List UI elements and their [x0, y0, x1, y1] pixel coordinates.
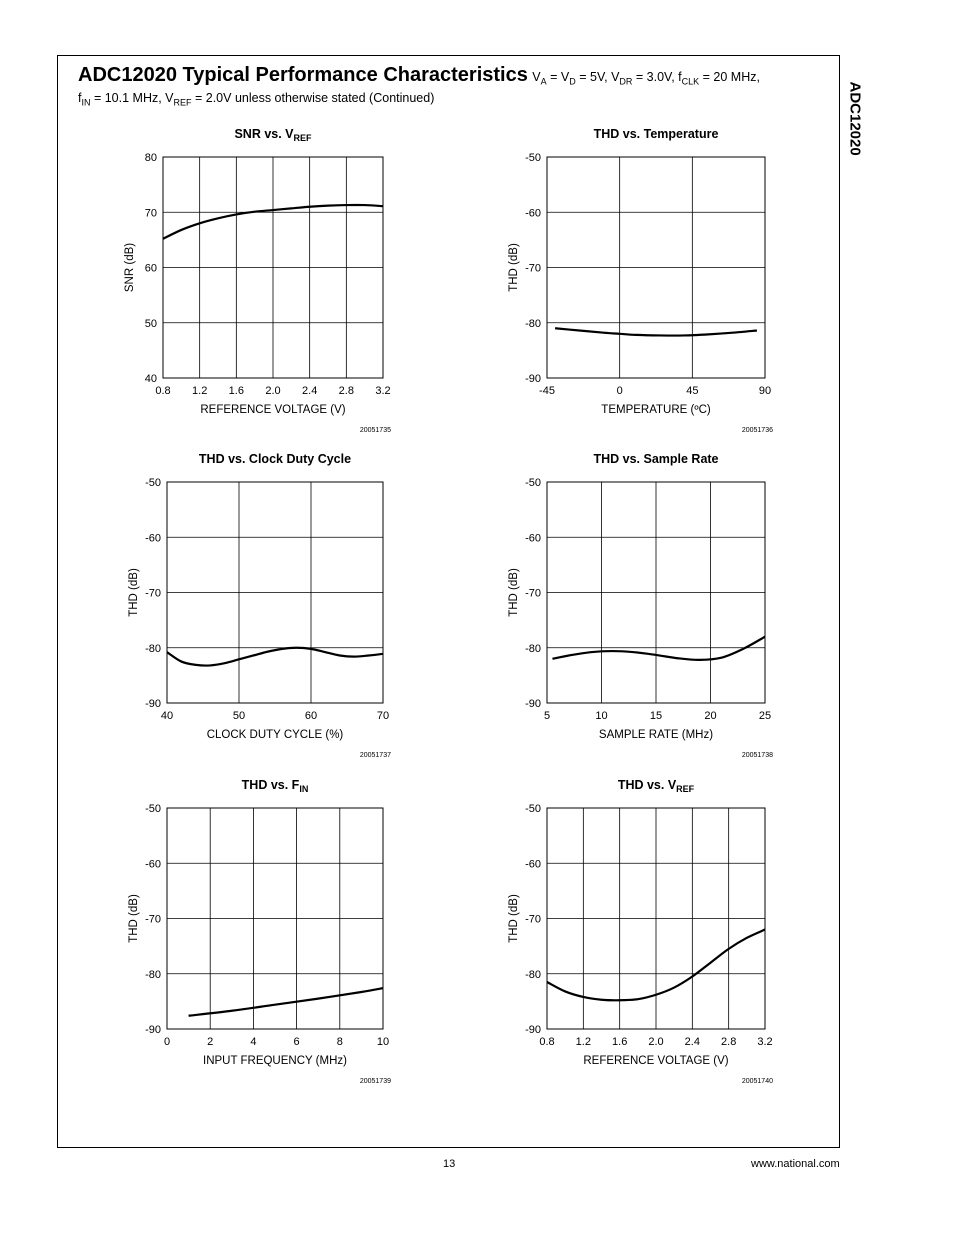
y-tick-label: -70: [145, 587, 161, 600]
page-number: 13: [443, 1158, 456, 1170]
figure-number: 20051735: [359, 427, 391, 434]
cond-sub: A: [540, 76, 547, 87]
y-tick-label: -50: [525, 803, 541, 815]
x-tick-label: 0: [163, 1036, 171, 1048]
chart-title-text: SNR vs. V: [234, 127, 294, 141]
y-tick-label: -70: [525, 587, 541, 600]
x-tick-label: 6: [293, 1036, 300, 1048]
y-tick-label: -80: [525, 317, 541, 330]
y-tick-label: -60: [525, 858, 541, 871]
x-tick-label: 1.6: [612, 1036, 628, 1048]
chart-title-text: THD vs. Sample Rate: [593, 452, 719, 466]
x-tick-label: 40: [160, 710, 174, 722]
x-tick-label: 4: [250, 1036, 257, 1048]
y-tick-label: -60: [525, 207, 541, 220]
x-tick-label: 90: [758, 385, 772, 397]
cond-text: = 10.1 MHz, V: [90, 91, 174, 105]
cond-text: = 20 MHz,: [699, 70, 760, 84]
cond-text: = 2.0V unless otherwise stated (Continued): [191, 91, 435, 105]
y-tick-label: -60: [525, 532, 541, 545]
x-tick-label: 50: [232, 710, 246, 722]
y-axis-label: THD (dB): [508, 894, 520, 943]
y-tick-label: 50: [144, 317, 157, 330]
figure-number: 20051740: [741, 1078, 773, 1085]
y-tick-label: -80: [525, 642, 541, 655]
figure-number: 20051739: [359, 1078, 391, 1085]
y-tick-label: -60: [145, 532, 161, 545]
chart-title: [618, 778, 695, 794]
x-tick-label: 2.0: [265, 385, 281, 397]
y-tick-label: -90: [525, 1024, 541, 1036]
y-tick-label: -50: [525, 152, 541, 164]
chart-title-text: THD vs. Clock Duty Cycle: [198, 452, 352, 466]
y-tick-label: 40: [144, 373, 157, 385]
x-axis-label: TEMPERATURE (ºC): [601, 404, 711, 416]
cond-sub: D: [569, 76, 576, 87]
cond-sub: IN: [81, 97, 91, 108]
cond-text: = 3.0V, f: [632, 70, 682, 84]
cond-text: = V: [546, 70, 570, 84]
y-axis-label: THD (dB): [508, 243, 520, 292]
x-tick-label: 3.2: [375, 385, 391, 397]
cond-sub: CLK: [681, 76, 700, 87]
chart-title-text: THD vs. V: [617, 778, 677, 792]
cond-text: V: [532, 70, 541, 84]
x-tick-label: 2.8: [338, 385, 354, 397]
chart-title-subscript: REF: [293, 133, 312, 143]
chart-title-text: THD vs. Temperature: [593, 127, 719, 141]
x-axis-label: REFERENCE VOLTAGE (V): [200, 404, 346, 416]
footer-website: www.national.com: [751, 1158, 840, 1170]
figure-number: 20051736: [741, 427, 773, 434]
x-tick-label: 25: [758, 710, 772, 722]
y-tick-label: -80: [145, 642, 161, 655]
y-axis-label: THD (dB): [128, 568, 140, 617]
y-tick-label: -70: [145, 913, 161, 926]
y-axis-label: THD (dB): [508, 568, 520, 617]
y-tick-label: -60: [145, 858, 161, 871]
x-tick-label: 0: [616, 385, 623, 397]
figure-number: 20051738: [741, 752, 773, 759]
x-tick-label: 3.2: [757, 1036, 773, 1048]
x-tick-label: 2.4: [302, 385, 318, 397]
x-tick-label: 8: [336, 1036, 343, 1048]
y-tick-label: -70: [525, 913, 541, 926]
chart-title-subscript: REF: [676, 784, 695, 794]
x-tick-label: 1.2: [192, 385, 208, 397]
x-tick-label: 5: [543, 710, 551, 722]
x-axis-label: CLOCK DUTY CYCLE (%): [206, 729, 344, 741]
x-tick-label: 15: [649, 710, 663, 722]
x-tick-label: 2.4: [684, 1036, 700, 1048]
y-tick-label: -80: [145, 968, 161, 981]
cond-text: = 5V, V: [575, 70, 620, 84]
cond-sub: REF: [173, 97, 192, 108]
y-tick-label: -50: [145, 803, 161, 815]
x-tick-label: 70: [376, 710, 390, 722]
x-tick-label: 0.8: [539, 1036, 555, 1048]
y-tick-label: -90: [145, 1024, 161, 1036]
x-tick-label: 0.8: [155, 385, 171, 397]
y-tick-label: 70: [144, 207, 157, 220]
y-tick-label: -80: [525, 968, 541, 981]
y-tick-label: -90: [525, 373, 541, 385]
x-tick-label: 10: [595, 710, 608, 722]
y-tick-label: -50: [145, 477, 161, 489]
y-tick-label: 60: [144, 262, 157, 275]
x-tick-label: 2: [207, 1036, 214, 1048]
cond-sub: DR: [619, 76, 633, 87]
page-title: ADC12020 Typical Performance Characteristics: [78, 64, 528, 86]
y-axis-label: SNR (dB): [124, 242, 136, 293]
y-tick-label: -70: [525, 262, 541, 275]
x-tick-label: 1.2: [575, 1036, 591, 1048]
x-tick-label: 20: [704, 710, 717, 722]
y-tick-label: 80: [144, 152, 157, 164]
y-tick-label: -90: [525, 698, 541, 710]
x-tick-label: -45: [539, 385, 555, 397]
x-tick-label: 2.8: [721, 1036, 737, 1048]
side-part-label-text: ADC12020: [846, 81, 864, 156]
y-tick-label: -90: [145, 698, 161, 710]
x-tick-label: 45: [686, 385, 699, 397]
y-tick-label: -50: [525, 477, 541, 489]
y-axis-label: THD (dB): [128, 894, 140, 943]
x-tick-label: 2.0: [648, 1036, 664, 1048]
figure-number: 20051737: [359, 752, 391, 759]
x-tick-label: 1.6: [228, 385, 244, 397]
chart-title-text: THD vs. F: [241, 778, 300, 792]
x-tick-label: 60: [304, 710, 318, 722]
x-axis-label: SAMPLE RATE (MHz): [598, 729, 714, 741]
x-tick-label: 10: [376, 1036, 390, 1048]
x-axis-label: REFERENCE VOLTAGE (V): [583, 1055, 729, 1067]
x-axis-label: INPUT FREQUENCY (MHz): [203, 1055, 347, 1067]
cond-text: f: [78, 91, 82, 105]
chart-title-subscript: IN: [299, 784, 309, 794]
